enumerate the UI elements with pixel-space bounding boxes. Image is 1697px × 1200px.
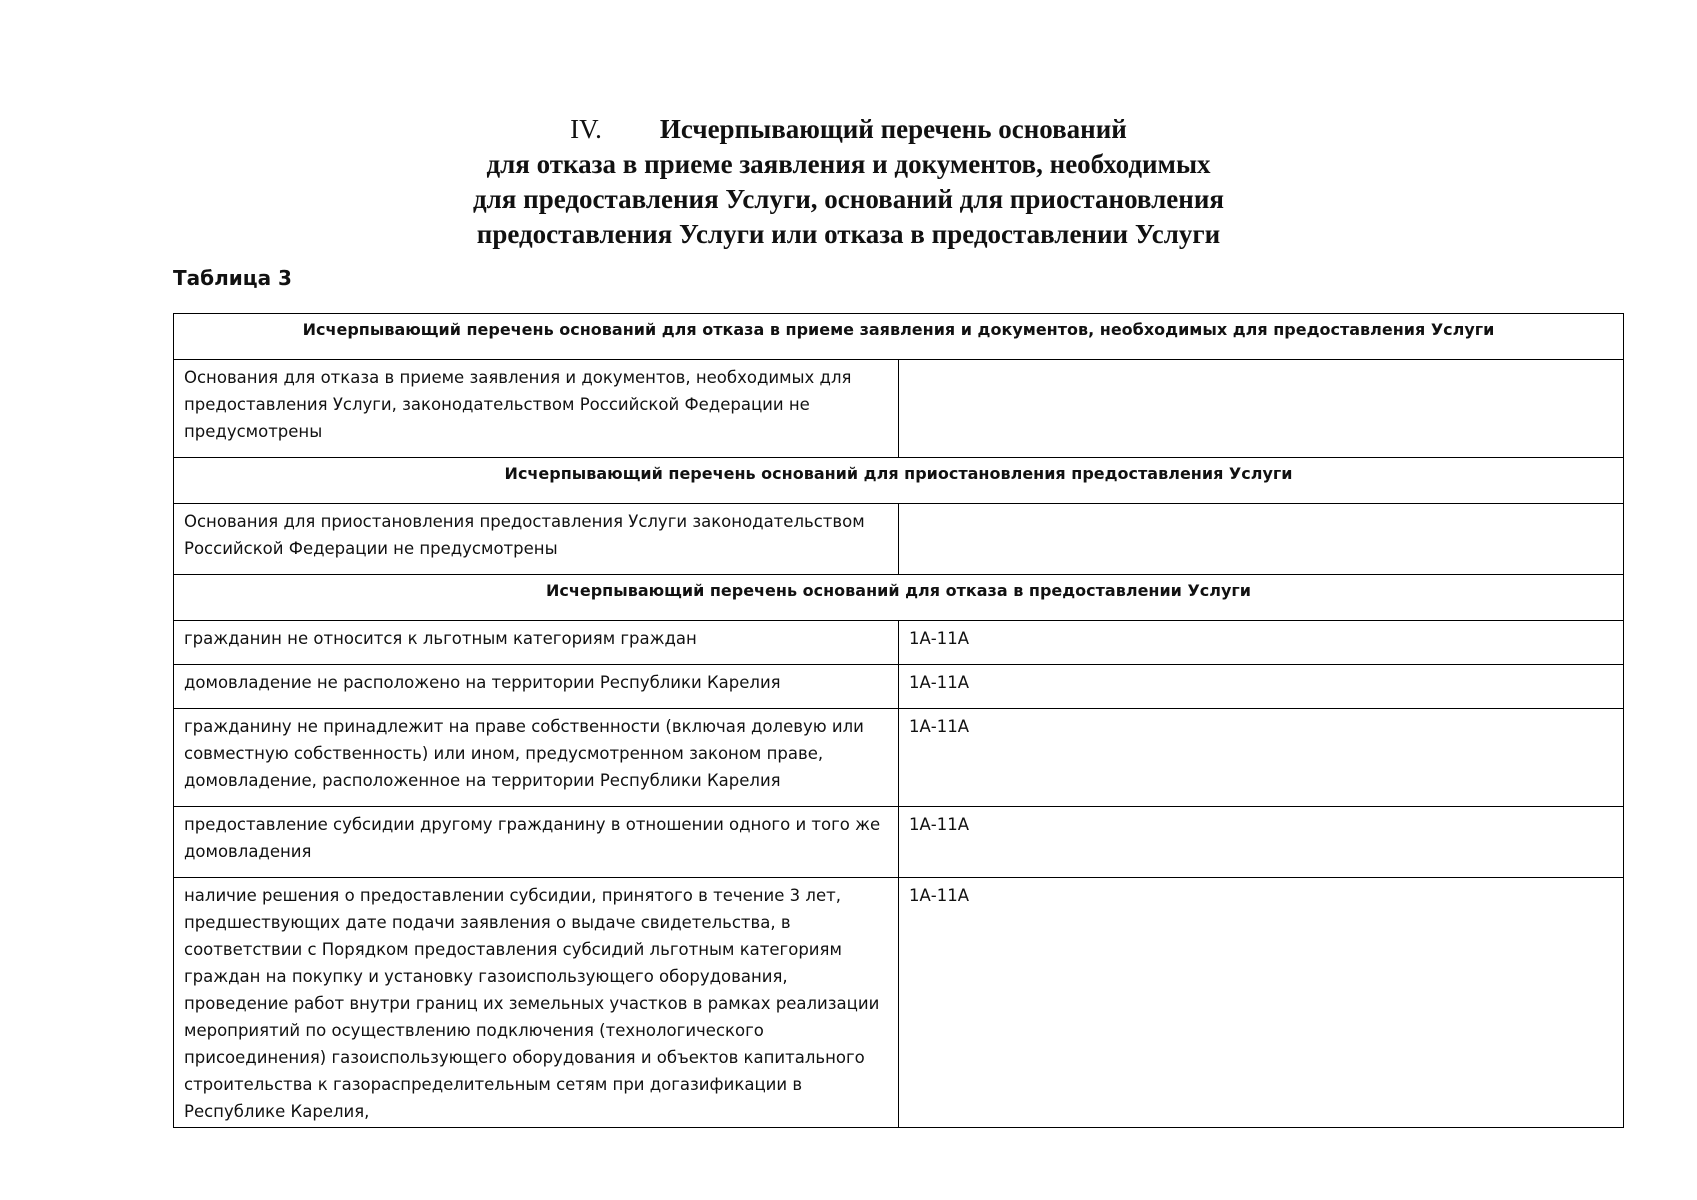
grounds-table (173, 313, 1624, 1128)
ground-cell: Основания для приостановления предоставления Услуги законодательством Российской Федерации не предусмотрены (174, 504, 899, 575)
ground-cell: наличие решения о предоставлении субсидии, принятого в течение 3 лет, предшествующих дате подачи заявления о выдаче свидетельства, в соответствии с Порядком предоставления субсидий льготным категориям граждан на покупку и установку газоиспользующего оборудования, проведение работ внутри границ их земельных участков в рамках реализации мероприятий по осуществлению подключения (технологического присоединения) газоиспользующего оборудования и объектов капитального строительства к газораспределительным сетям при догазификации в Республике Карелия, (174, 878, 899, 1128)
ref-cell (899, 360, 1624, 458)
ground-cell: гражданину не принадлежит на праве собственности (включая долевую или совместную собственность) или ином, предусмотренном законом праве, домовладение, расположенное на территории Республики Карелия (174, 709, 899, 807)
ref-cell: 1А-11А (899, 807, 1624, 878)
group-title-refusal-acceptance: Исчерпывающий перечень оснований для отказа в приеме заявления и документов, необходимых для предоставления Услуги (174, 314, 1624, 360)
ground-cell: домовладение не расположено на территории Республики Карелия (174, 665, 899, 709)
heading-line-1 (0, 112, 1697, 147)
table-row (174, 665, 1624, 709)
group-title-refusal-service: Исчерпывающий перечень оснований для отказа в предоставлении Услуги (174, 575, 1624, 621)
ref-cell (899, 504, 1624, 575)
group-header-row (174, 575, 1624, 621)
ref-cell: 1А-11А (899, 621, 1624, 665)
ground-cell: Основания для отказа в приеме заявления и документов, необходимых для предоставления Услуги, законодательством Российской Федерации не предусмотрены (174, 360, 899, 458)
table-caption: Таблица 3 (173, 266, 292, 290)
table-row (174, 621, 1624, 665)
ref-cell: 1А-11А (899, 878, 1624, 1128)
table-row (174, 709, 1624, 807)
heading-line-3: для предоставления Услуги, оснований для приостановления (473, 184, 1224, 214)
group-header-row (174, 458, 1624, 504)
ground-cell: предоставление субсидии другому гражданину в отношении одного и того же домовладения (174, 807, 899, 878)
ref-cell: 1А-11А (899, 709, 1624, 807)
heading-line-4: предоставления Услуги или отказа в предоставлении Услуги (476, 219, 1221, 249)
table-row (174, 360, 1624, 458)
group-header-row (174, 314, 1624, 360)
table-row (174, 504, 1624, 575)
section-heading (0, 112, 1697, 252)
ground-cell: гражданин не относится к льготным категориям граждан (174, 621, 899, 665)
table-row (174, 807, 1624, 878)
heading-text-1: Исчерпывающий перечень оснований (659, 114, 1127, 144)
group-title-suspension: Исчерпывающий перечень оснований для приостановления предоставления Услуги (174, 458, 1624, 504)
table-row (174, 878, 1624, 1128)
heading-line-2: для отказа в приеме заявления и документов, необходимых (486, 149, 1211, 179)
ref-cell: 1А-11А (899, 665, 1624, 709)
section-number: IV. (570, 114, 602, 144)
